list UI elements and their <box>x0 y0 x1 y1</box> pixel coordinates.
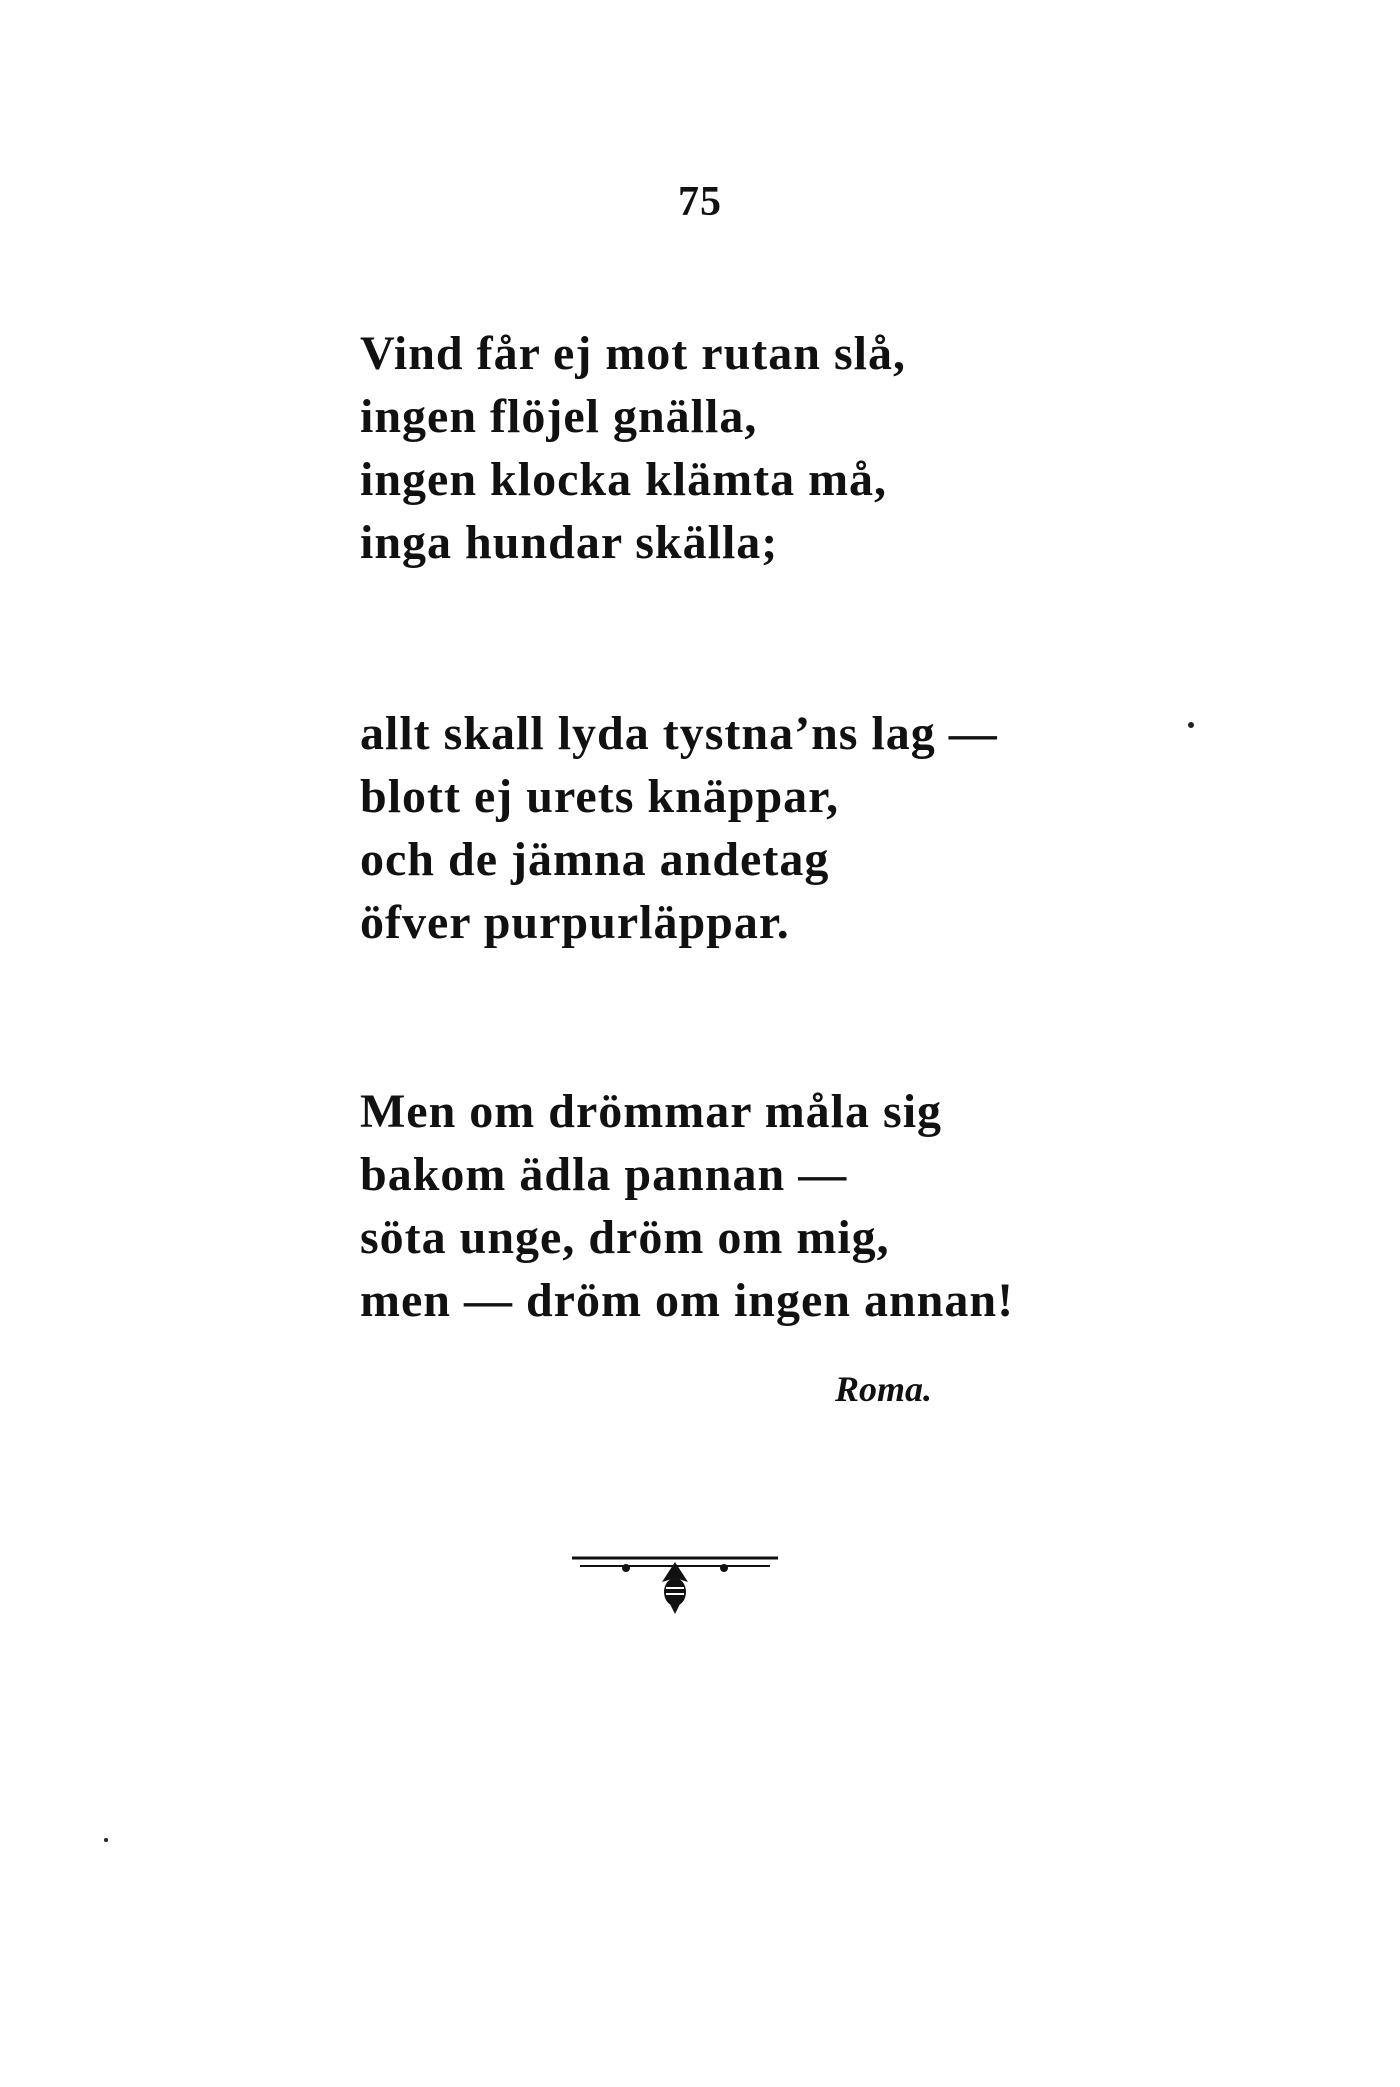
poem-line: allt skall lyda tystna’ns lag — <box>360 707 998 760</box>
speck <box>104 1838 108 1842</box>
poem-line: bakom ädla pannan — <box>360 1148 848 1201</box>
stanza-1 <box>360 322 906 574</box>
place-signature: Roma. <box>835 1369 933 1409</box>
poem-line: öfver purpurläppar. <box>360 896 790 949</box>
speck <box>1188 722 1194 728</box>
poem-line: inga hundar skälla; <box>360 516 779 569</box>
page-number: 75 <box>678 179 722 225</box>
poem-line: Vind får ej mot rutan slå, <box>360 327 906 380</box>
poem-line: ingen klocka klämta må, <box>360 453 888 506</box>
poem-line: blott ej urets knäppar, <box>360 770 840 823</box>
poem-line: men — dröm om ingen annan! <box>360 1274 1015 1327</box>
poem-line: ingen flöjel gnälla, <box>360 390 758 443</box>
stanza-2 <box>360 702 998 954</box>
poem-line: söta unge, dröm om mig, <box>360 1211 890 1264</box>
stanza-3 <box>360 1080 1014 1332</box>
tailpiece-ornament-icon <box>570 1552 780 1622</box>
poem-line: Men om drömmar måla sig <box>360 1085 943 1138</box>
poem-line: och de jämna andetag <box>360 833 830 886</box>
